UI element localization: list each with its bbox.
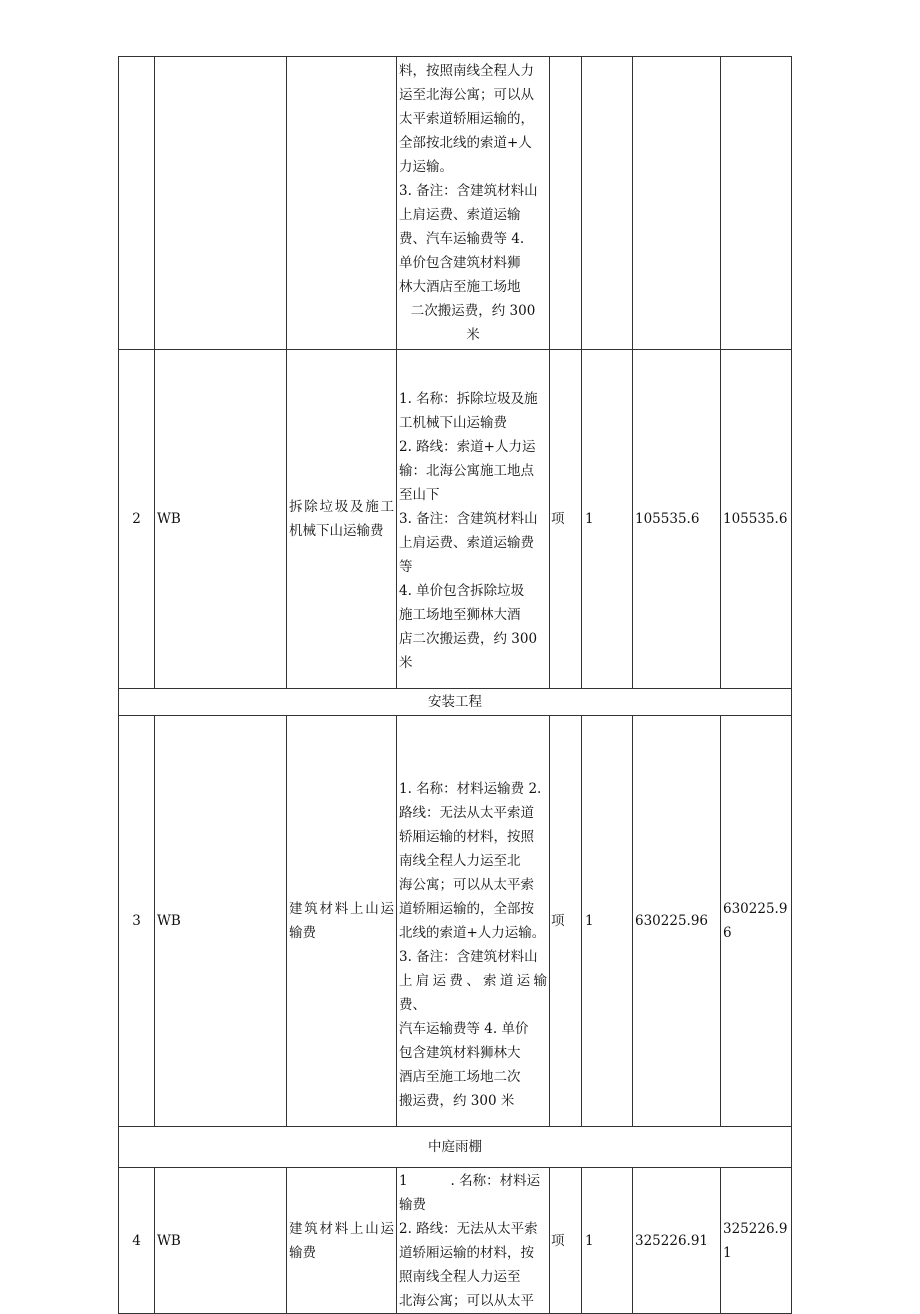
bill-of-quantities-table <box>118 56 792 1314</box>
feature-line: 轿厢运输的材料，按照 <box>399 829 534 845</box>
feature-line: 运至北海公寓；可以从 <box>399 87 534 103</box>
feature-line: 单价包含建筑材料狮 <box>399 255 521 271</box>
feature-line: 酒店至施工场地二次 <box>399 1069 521 1085</box>
item-unit <box>550 57 582 350</box>
feature-line: 太平索道轿厢运输的， <box>399 111 534 127</box>
feature-line: 南线全程人力运至北 <box>399 853 521 869</box>
feature-line: 至山下 <box>399 487 440 503</box>
item-quantity: 1 <box>582 1168 633 1314</box>
feature-line: 输费 <box>399 1196 426 1213</box>
item-name: 建筑材料上山运输费 <box>287 1168 397 1314</box>
item-code: WB <box>155 716 287 1127</box>
section-row <box>119 689 792 716</box>
feature-line: 北海公寓；可以从太平 <box>399 1292 534 1309</box>
item-number: 2 <box>119 350 155 689</box>
feature-line: 包含建筑材料狮林大 <box>399 1045 521 1061</box>
feature-line: 等 <box>399 559 413 575</box>
item-features <box>397 350 550 689</box>
feature-line: 米 <box>399 655 413 671</box>
section-title: 中庭雨棚 <box>119 1127 792 1168</box>
feature-line: 路线：无法从太平索道 <box>399 805 534 821</box>
feature-line: 米 <box>466 327 480 343</box>
table-row <box>119 716 792 1127</box>
feature-line: 海公寓；可以从太平索 <box>399 877 534 893</box>
item-code: WB <box>155 1168 287 1314</box>
feature-line: 力运输。 <box>399 159 453 175</box>
feature-line: 1 . 名称：材料运 <box>399 1172 541 1189</box>
section-row <box>119 1127 792 1168</box>
item-unit-price: 630225.96 <box>633 716 721 1127</box>
item-unit: 项 <box>550 1168 582 1314</box>
feature-line: 二次搬运费，约 300 <box>410 303 536 319</box>
feature-line: 工机械下山运输费 <box>399 415 507 431</box>
item-code <box>155 57 287 350</box>
feature-line: 2. 路线：无法从太平索 <box>399 1220 538 1237</box>
feature-line: 1. 名称：拆除垃圾及施 <box>399 391 538 407</box>
item-features <box>397 1168 550 1314</box>
feature-line: 1. 名称：材料运输费 2. <box>399 781 542 797</box>
feature-line: 上肩运费、索道运输费 <box>399 535 534 551</box>
item-unit: 项 <box>550 350 582 689</box>
item-features <box>397 716 550 1127</box>
item-quantity: 1 <box>582 350 633 689</box>
feature-line: 3. 备注：含建筑材料山 <box>399 949 538 965</box>
item-unit-price: 325226.91 <box>633 1168 721 1314</box>
item-total: 325226.91 <box>721 1168 792 1314</box>
section-title: 安装工程 <box>119 689 792 716</box>
feature-line: 输：北海公寓施工地点 <box>399 463 534 479</box>
item-number: 4 <box>119 1168 155 1314</box>
feature-line: 道轿厢运输的材料，按 <box>399 1244 534 1261</box>
feature-line: 照南线全程人力运至 <box>399 1268 521 1285</box>
item-features <box>397 57 550 350</box>
table-row <box>119 350 792 689</box>
item-unit-price <box>633 57 721 350</box>
feature-line: 北线的索道+人力运输。 <box>399 925 546 941</box>
feature-line: 上肩运费、索道运输费、 <box>399 973 547 1013</box>
item-name: 拆除垃圾及施工机械下山运输费 <box>287 350 397 689</box>
feature-line: 料，按照南线全程人力 <box>399 63 534 79</box>
item-total: 630225.96 <box>721 716 792 1127</box>
feature-line: 费、汽车运输费等 4. <box>399 231 525 247</box>
feature-line: 3. 备注：含建筑材料山 <box>399 511 538 527</box>
feature-line: 林大酒店至施工场地 <box>399 279 521 295</box>
item-number: 3 <box>119 716 155 1127</box>
feature-line: 道轿厢运输的，全部按 <box>399 901 534 917</box>
item-number <box>119 57 155 350</box>
item-quantity: 1 <box>582 716 633 1127</box>
table-row <box>119 57 792 350</box>
item-unit: 项 <box>550 716 582 1127</box>
item-name <box>287 57 397 350</box>
feature-line: 汽车运输费等 4. 单价 <box>399 1021 529 1037</box>
item-total: 105535.6 <box>721 350 792 689</box>
feature-line: 3. 备注：含建筑材料山 <box>399 183 538 199</box>
table-row <box>119 1168 792 1314</box>
feature-line: 店二次搬运费，约 300 <box>399 631 538 647</box>
feature-line: 搬运费，约 300 米 <box>399 1093 515 1109</box>
feature-line: 施工场地至狮林大酒 <box>399 607 521 623</box>
item-total <box>721 57 792 350</box>
item-unit-price: 105535.6 <box>633 350 721 689</box>
item-name: 建筑材料上山运输费 <box>287 716 397 1127</box>
feature-line: 全部按北线的索道+人 <box>399 135 532 151</box>
feature-line: 4. 单价包含拆除垃圾 <box>399 583 525 599</box>
item-quantity <box>582 57 633 350</box>
item-code: WB <box>155 350 287 689</box>
feature-line: 上肩运费、索道运输 <box>399 207 521 223</box>
feature-line: 2. 路线：索道+人力运 <box>399 439 536 455</box>
